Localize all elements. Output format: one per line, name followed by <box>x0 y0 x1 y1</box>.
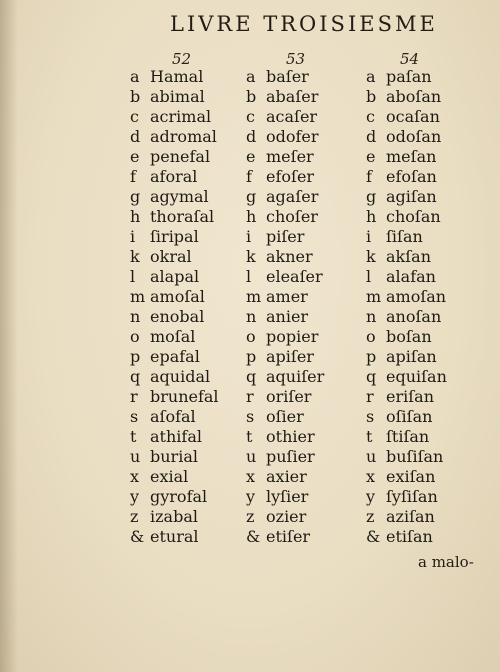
row-letter: n <box>130 307 141 326</box>
column-number: 52 <box>172 50 192 68</box>
row-word: penefal <box>150 147 211 166</box>
row-letter: t <box>366 427 373 446</box>
row-letter: n <box>246 307 257 326</box>
cipher-row <box>246 247 324 267</box>
row-word: axier <box>266 467 307 486</box>
cipher-row <box>366 507 447 527</box>
row-word: aziſan <box>386 507 435 526</box>
cipher-row <box>246 507 324 527</box>
row-word: efoſan <box>386 167 437 186</box>
cipher-row <box>366 207 447 227</box>
row-letter: x <box>366 467 376 486</box>
cipher-row <box>366 107 447 127</box>
row-letter: g <box>130 187 141 206</box>
row-letter: u <box>366 447 377 466</box>
cipher-column <box>246 67 324 547</box>
row-word: anier <box>266 307 309 326</box>
row-word: lyſier <box>266 487 309 506</box>
row-word: okral <box>150 247 192 266</box>
cipher-row <box>246 307 324 327</box>
row-word: Hamal <box>150 67 204 86</box>
row-letter: b <box>366 87 377 106</box>
row-word: agiſan <box>386 187 437 206</box>
row-word: meſer <box>266 147 314 166</box>
cipher-row <box>246 527 324 547</box>
row-letter: & <box>246 527 261 546</box>
cipher-row <box>130 127 219 147</box>
cipher-row <box>366 227 447 247</box>
cipher-row <box>246 407 324 427</box>
row-word: popier <box>266 327 319 346</box>
row-word: ſtiſan <box>386 427 430 446</box>
row-word: abimal <box>150 87 205 106</box>
row-letter: l <box>246 267 252 286</box>
row-word: aforal <box>150 167 198 186</box>
row-letter: h <box>366 207 377 226</box>
cipher-row <box>366 287 447 307</box>
row-word: moſal <box>150 327 196 346</box>
cipher-row <box>130 347 219 367</box>
row-letter: z <box>246 507 255 526</box>
row-letter: & <box>130 527 145 546</box>
row-word: paſan <box>386 67 432 86</box>
cipher-row <box>366 307 447 327</box>
cipher-row <box>246 207 324 227</box>
cipher-row <box>366 67 447 87</box>
row-letter: e <box>130 147 140 166</box>
row-word: amer <box>266 287 308 306</box>
cipher-row <box>246 387 324 407</box>
row-word: acrimal <box>150 107 212 126</box>
cipher-row <box>246 67 324 87</box>
row-word: odoſan <box>386 127 442 146</box>
cipher-row <box>246 467 324 487</box>
cipher-row <box>246 287 324 307</box>
cipher-row <box>366 167 447 187</box>
row-letter: a <box>130 67 140 86</box>
row-letter: m <box>366 287 382 306</box>
cipher-row <box>130 527 219 547</box>
row-word: aboſan <box>386 87 442 106</box>
cipher-row <box>130 327 219 347</box>
row-letter: e <box>246 147 256 166</box>
row-letter: r <box>366 387 374 406</box>
row-word: enobal <box>150 307 205 326</box>
cipher-row <box>246 487 324 507</box>
row-letter: s <box>130 407 139 426</box>
row-word: epafal <box>150 347 200 366</box>
row-word: ſiripal <box>150 227 199 246</box>
row-letter: r <box>246 387 254 406</box>
cipher-row <box>366 127 447 147</box>
cipher-row <box>366 327 447 347</box>
cipher-row <box>130 487 219 507</box>
cipher-row <box>366 427 447 447</box>
row-letter: f <box>130 167 136 186</box>
row-letter: b <box>130 87 141 106</box>
row-word: apiſan <box>386 347 437 366</box>
cipher-row <box>366 447 447 467</box>
cipher-row <box>246 107 324 127</box>
cipher-column <box>130 67 219 547</box>
row-word: brunefal <box>150 387 219 406</box>
row-letter: c <box>366 107 375 126</box>
cipher-row <box>246 167 324 187</box>
cipher-row <box>366 347 447 367</box>
row-letter: c <box>130 107 139 126</box>
cipher-row <box>130 427 219 447</box>
row-word: etural <box>150 527 199 546</box>
row-letter: y <box>130 487 140 506</box>
row-word: ſyſiſan <box>386 487 438 506</box>
cipher-row <box>130 287 219 307</box>
row-word: exiſan <box>386 467 436 486</box>
cipher-row <box>130 407 219 427</box>
row-word: aquiſer <box>266 367 325 386</box>
cipher-row <box>130 207 219 227</box>
row-word: piſer <box>266 227 305 246</box>
row-word: eriſan <box>386 387 434 406</box>
cipher-row <box>130 67 219 87</box>
row-word: thoraſal <box>150 207 215 226</box>
row-word: alafan <box>386 267 436 286</box>
cipher-row <box>366 87 447 107</box>
row-word: exial <box>150 467 189 486</box>
row-word: agymal <box>150 187 209 206</box>
row-letter: d <box>246 127 257 146</box>
row-word: etiſan <box>386 527 433 546</box>
row-letter: g <box>246 187 257 206</box>
row-word: puſier <box>266 447 315 466</box>
cipher-row <box>246 227 324 247</box>
cipher-row <box>246 127 324 147</box>
row-word: anoſan <box>386 307 442 326</box>
page-gutter-shadow <box>0 0 18 672</box>
cipher-row <box>366 147 447 167</box>
cipher-row <box>246 367 324 387</box>
row-word: baſer <box>266 67 309 86</box>
row-word: ozier <box>266 507 307 526</box>
cipher-row <box>246 447 324 467</box>
row-word: oriſer <box>266 387 312 406</box>
cipher-row <box>246 147 324 167</box>
row-word: izabal <box>150 507 198 526</box>
row-word: burial <box>150 447 198 466</box>
row-letter: y <box>366 487 376 506</box>
row-letter: d <box>366 127 377 146</box>
cipher-row <box>130 187 219 207</box>
row-letter: q <box>366 367 377 386</box>
row-letter: f <box>246 167 252 186</box>
cipher-row <box>246 347 324 367</box>
row-letter: o <box>366 327 376 346</box>
row-letter: & <box>366 527 381 546</box>
row-letter: d <box>130 127 141 146</box>
cipher-row <box>130 107 219 127</box>
row-word: eleaſer <box>266 267 323 286</box>
running-head: LIVRE TROISIESME <box>170 12 438 36</box>
row-word: odofer <box>266 127 319 146</box>
cipher-row <box>130 247 219 267</box>
row-letter: z <box>366 507 375 526</box>
row-letter: x <box>246 467 256 486</box>
row-word: akner <box>266 247 313 266</box>
cipher-row <box>130 267 219 287</box>
row-letter: b <box>246 87 257 106</box>
cipher-row <box>130 167 219 187</box>
row-word: amoſal <box>150 287 205 306</box>
cipher-row <box>130 447 219 467</box>
row-word: othier <box>266 427 315 446</box>
row-letter: c <box>246 107 255 126</box>
row-word: oſiſan <box>386 407 433 426</box>
row-word: choſer <box>266 207 318 226</box>
row-letter: u <box>130 447 141 466</box>
row-letter: p <box>366 347 377 366</box>
row-letter: f <box>366 167 372 186</box>
cipher-row <box>366 527 447 547</box>
cipher-row <box>130 227 219 247</box>
row-word: aquidal <box>150 367 211 386</box>
row-letter: i <box>130 227 136 246</box>
cipher-row <box>246 87 324 107</box>
row-word: meſan <box>386 147 437 166</box>
row-word: abaſer <box>266 87 319 106</box>
row-word: oſier <box>266 407 304 426</box>
row-letter: a <box>246 67 256 86</box>
row-word: amoſan <box>386 287 447 306</box>
cipher-row <box>130 367 219 387</box>
row-letter: m <box>246 287 262 306</box>
row-letter: p <box>130 347 141 366</box>
row-letter: p <box>246 347 257 366</box>
row-word: ocaſan <box>386 107 440 126</box>
row-word: athifal <box>150 427 202 446</box>
cipher-row <box>366 187 447 207</box>
column-number: 53 <box>286 50 306 68</box>
row-word: gyrofal <box>150 487 208 506</box>
row-word: acaſer <box>266 107 318 126</box>
row-letter: k <box>130 247 140 266</box>
row-word: efoſer <box>266 167 315 186</box>
cipher-column <box>366 67 447 547</box>
row-letter: y <box>246 487 256 506</box>
row-letter: n <box>366 307 377 326</box>
cipher-row <box>130 467 219 487</box>
row-word: choſan <box>386 207 441 226</box>
row-letter: s <box>366 407 375 426</box>
cipher-row <box>366 247 447 267</box>
row-letter: t <box>246 427 253 446</box>
row-word: aſofal <box>150 407 196 426</box>
row-letter: t <box>130 427 137 446</box>
cipher-row <box>130 87 219 107</box>
cipher-row <box>130 507 219 527</box>
row-letter: q <box>130 367 141 386</box>
cipher-row <box>366 387 447 407</box>
cipher-row <box>246 267 324 287</box>
row-letter: l <box>130 267 136 286</box>
row-word: alapal <box>150 267 200 286</box>
row-word: equiſan <box>386 367 447 386</box>
row-letter: o <box>246 327 256 346</box>
row-letter: l <box>366 267 372 286</box>
cipher-row <box>130 387 219 407</box>
cipher-row <box>366 267 447 287</box>
cipher-row <box>246 187 324 207</box>
row-letter: k <box>366 247 376 266</box>
cipher-row <box>130 147 219 167</box>
row-letter: q <box>246 367 257 386</box>
row-letter: i <box>246 227 252 246</box>
row-letter: m <box>130 287 146 306</box>
row-letter: o <box>130 327 140 346</box>
row-word: buſiſan <box>386 447 444 466</box>
row-word: apiſer <box>266 347 314 366</box>
row-word: etiſer <box>266 527 311 546</box>
column-number: 54 <box>400 50 420 68</box>
row-letter: k <box>246 247 256 266</box>
cipher-row <box>246 327 324 347</box>
row-letter: u <box>246 447 257 466</box>
row-letter: a <box>366 67 376 86</box>
cipher-row <box>366 467 447 487</box>
cipher-row <box>246 427 324 447</box>
row-word: adromal <box>150 127 217 146</box>
row-letter: e <box>366 147 376 166</box>
row-letter: g <box>366 187 377 206</box>
row-word: boſan <box>386 327 432 346</box>
cipher-row <box>130 307 219 327</box>
cipher-row <box>366 487 447 507</box>
row-letter: h <box>246 207 257 226</box>
row-word: ſiſan <box>386 227 423 246</box>
row-letter: s <box>246 407 255 426</box>
catchword: a malo- <box>418 553 474 571</box>
row-letter: i <box>366 227 372 246</box>
row-letter: h <box>130 207 141 226</box>
row-letter: z <box>130 507 139 526</box>
row-word: akſan <box>386 247 431 266</box>
cipher-row <box>366 367 447 387</box>
row-word: agaſer <box>266 187 319 206</box>
row-letter: x <box>130 467 140 486</box>
cipher-row <box>366 407 447 427</box>
row-letter: r <box>130 387 138 406</box>
